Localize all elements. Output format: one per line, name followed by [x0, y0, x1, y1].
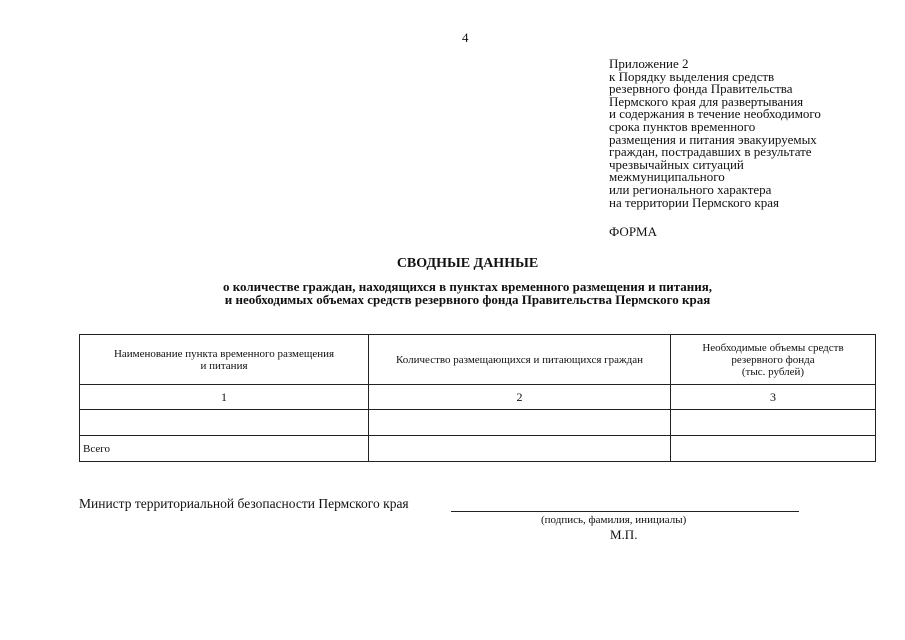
stamp-label: М.П. — [610, 527, 638, 542]
appendix-line: резервного фонда Правительства — [609, 81, 793, 97]
table-row — [80, 410, 876, 436]
appendix-line: граждан, пострадавших в результате — [609, 144, 812, 160]
appendix-line: чрезвычайных ситуаций — [609, 156, 744, 172]
column-number: 1 — [80, 385, 369, 410]
signature-hint: (подпись, фамилия, инициалы) — [541, 514, 687, 526]
total-row — [80, 436, 876, 462]
table-cell — [671, 436, 876, 462]
column-numbers-row — [80, 385, 876, 410]
document-title: СВОДНЫЕ ДАННЫЕ — [396, 256, 539, 271]
appendix-line: Приложение 2 — [609, 56, 689, 71]
appendix-line: Пермского края для развертывания — [609, 93, 804, 109]
total-label: Всего — [80, 436, 369, 462]
table-cell — [369, 410, 671, 436]
header-location-line-1: Наименование пункта временного размещения — [113, 347, 335, 360]
appendix-line: размещения и питания эвакуируемых — [609, 131, 817, 147]
table-header-row — [80, 335, 876, 385]
table-cell — [80, 410, 369, 436]
appendix-line: срока пунктов временного — [609, 118, 756, 134]
table-cell — [671, 410, 876, 436]
page-number: 4 — [462, 30, 469, 45]
signature-label: Министр территориальной безопасности Пермского края — [79, 496, 409, 511]
column-number: 3 — [671, 385, 876, 410]
header-cell-funds — [671, 335, 876, 385]
appendix-line: межмуниципального — [609, 169, 725, 185]
appendix-line: или регионального характера — [609, 181, 772, 197]
header-citizens-text: Количество размещающихся и питающихся граждан — [395, 353, 644, 366]
column-number: 2 — [369, 385, 671, 410]
appendix-note — [609, 58, 821, 209]
header-cell-location — [80, 335, 369, 385]
signature-line — [451, 511, 799, 512]
header-cell-citizens — [369, 335, 671, 385]
document-subtitle — [0, 280, 905, 306]
subtitle-line-1: о количестве граждан, находящихся в пунктах временного размещения и питания, — [222, 279, 713, 294]
summary-table — [79, 334, 876, 462]
table-cell — [369, 436, 671, 462]
header-funds-line-3: (тыс. рублей) — [741, 365, 805, 378]
form-label: ФОРМА — [609, 224, 657, 239]
appendix-line: к Порядку выделения средств — [609, 68, 775, 84]
appendix-line: на территории Пермского края — [609, 194, 779, 210]
header-funds-line-2: резервного фонда — [731, 353, 815, 366]
header-funds-line-1: Необходимые объемы средств — [702, 341, 844, 354]
subtitle-line-2: и необходимых объемах средств резервного фонда Правительства Пермского края — [224, 292, 711, 307]
header-location-line-2: и питания — [200, 359, 248, 372]
appendix-line: и содержания в течение необходимого — [609, 106, 821, 122]
